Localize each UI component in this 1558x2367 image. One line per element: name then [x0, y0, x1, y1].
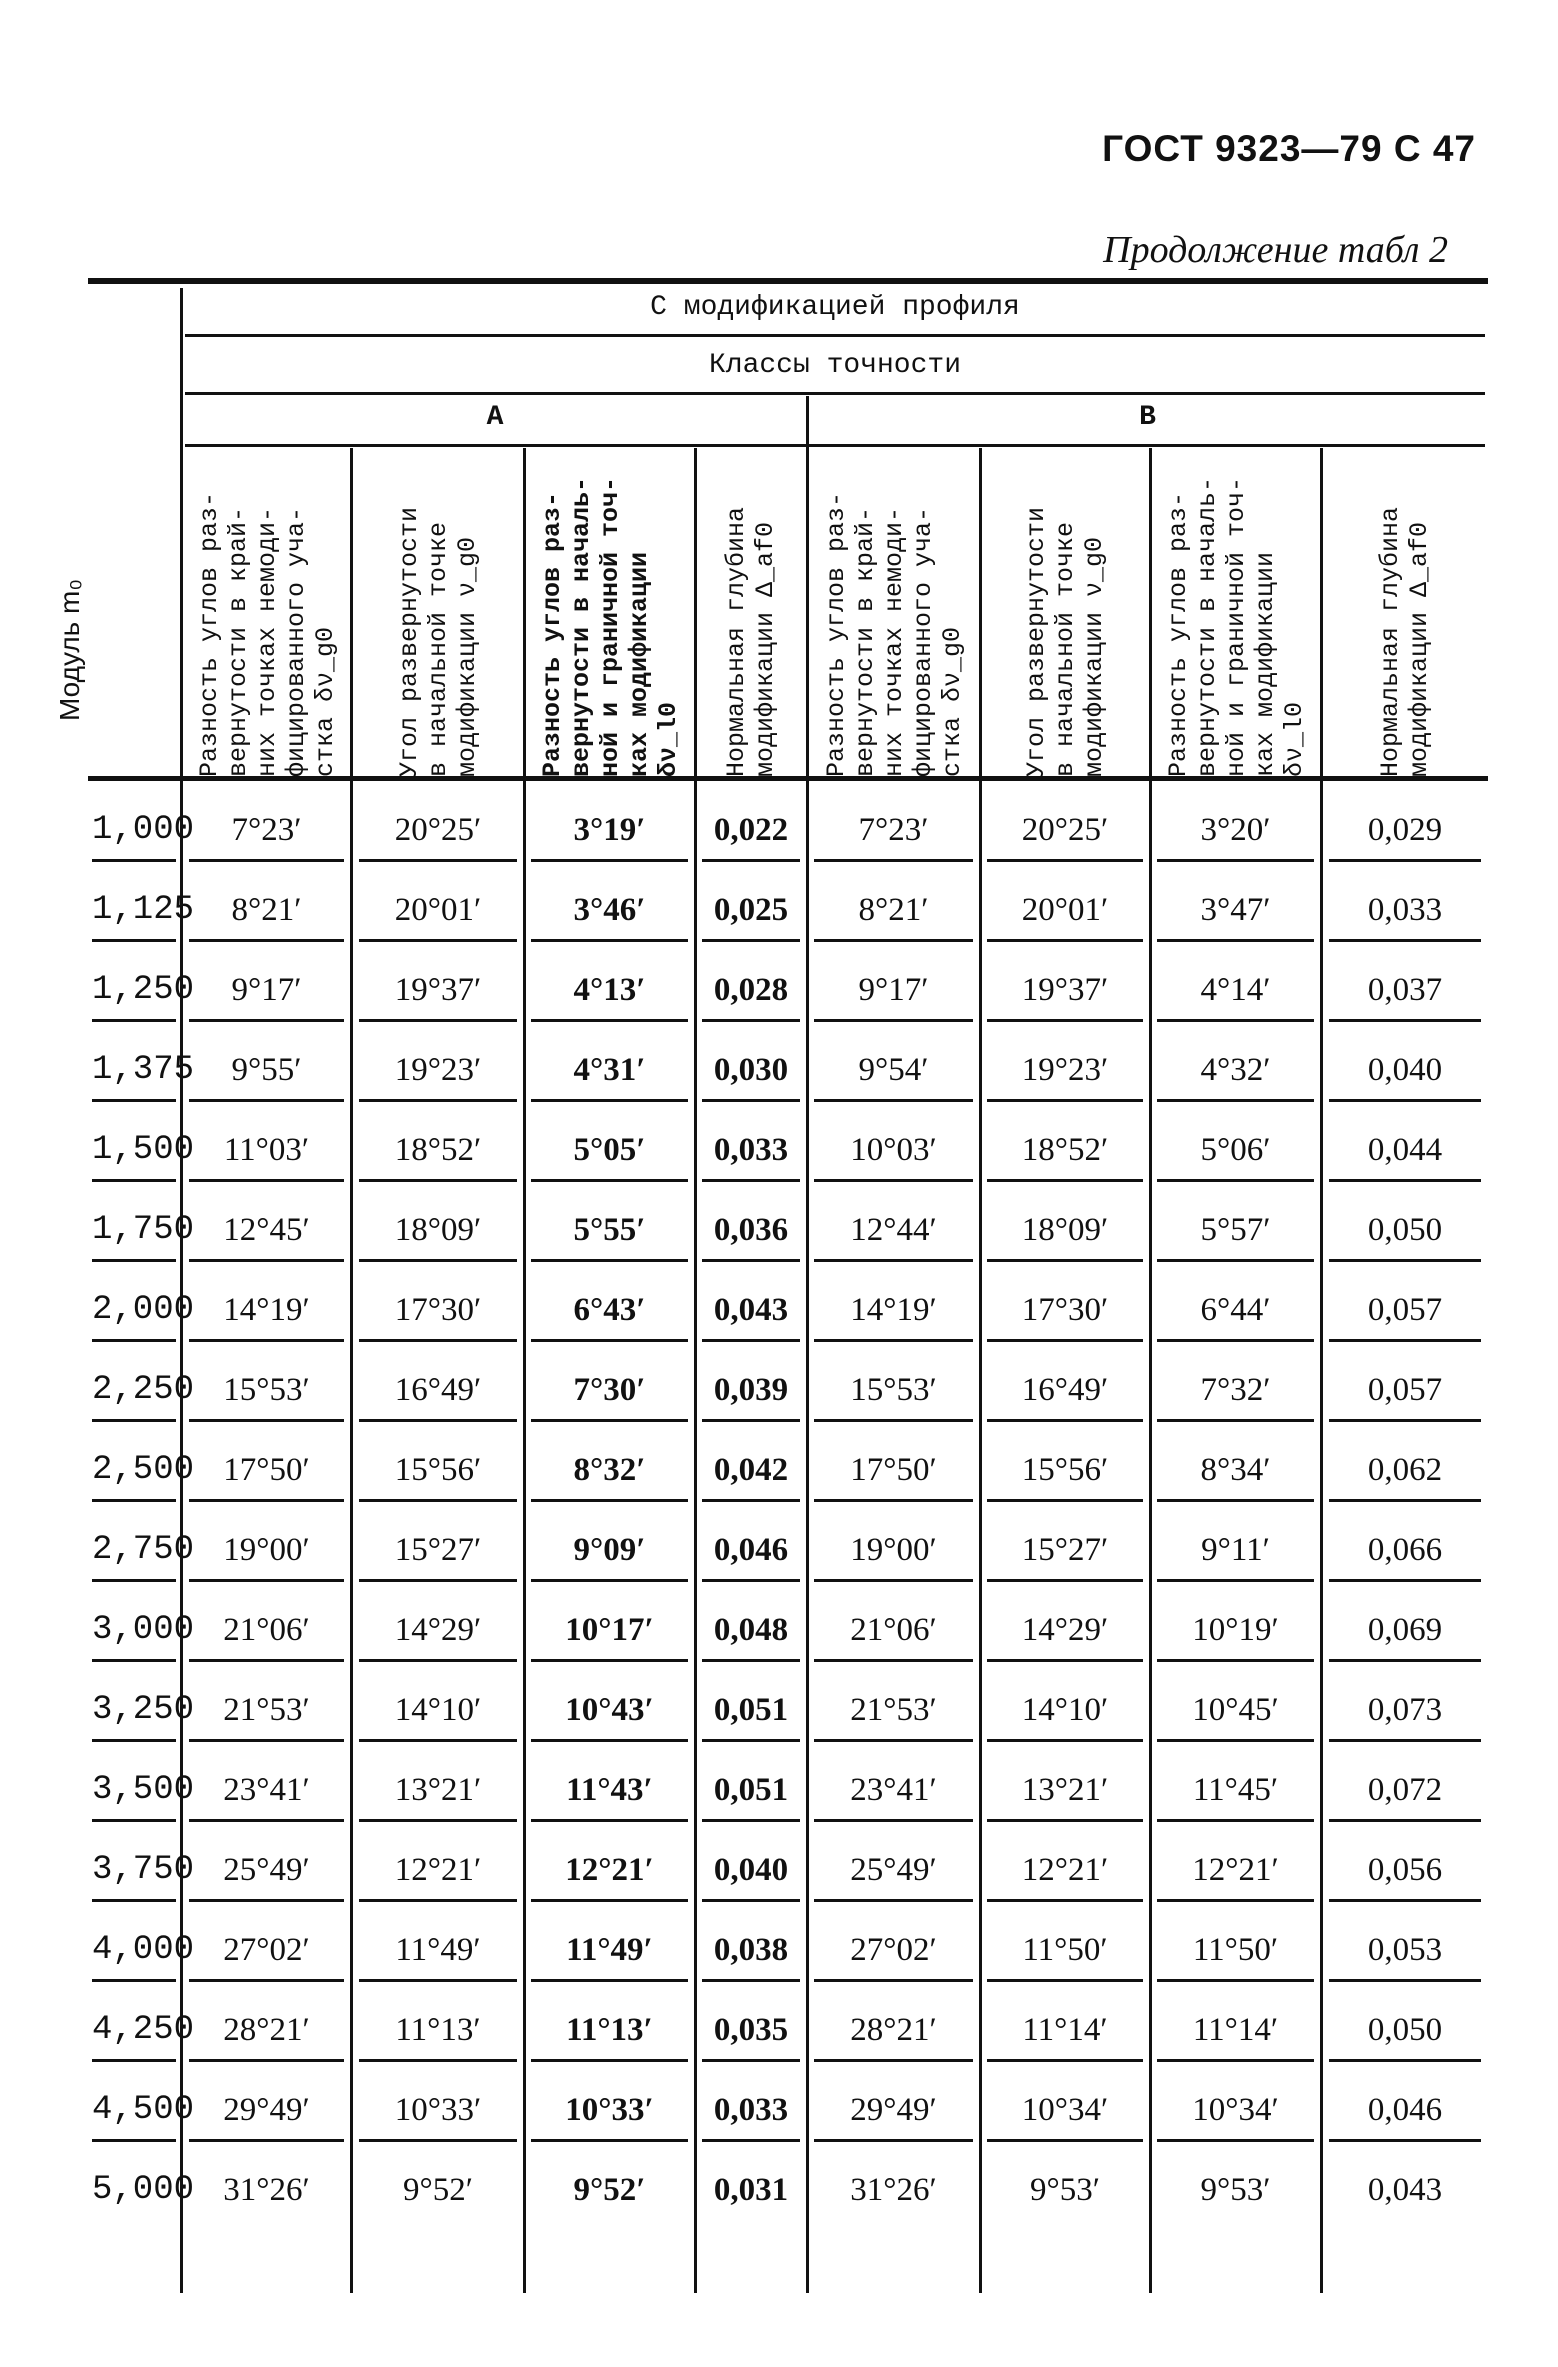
column-header-6: [980, 447, 1150, 777]
table-cell: 8°21′: [814, 878, 973, 942]
table-cell: 14°10′: [987, 1678, 1143, 1742]
table-cell: 0,043: [1367, 2172, 1443, 2208]
table-cell: 5°57′: [1157, 1198, 1314, 1262]
table-cell: 6°43′: [531, 1278, 688, 1342]
column-header-5: [809, 447, 979, 777]
table-cell: 13°21′: [359, 1758, 517, 1822]
table-cell: 11°14′: [987, 1998, 1143, 2062]
table-row: [0, 1038, 1558, 1118]
table-cell: 10°19′: [1157, 1598, 1314, 1662]
table-cell: 5°06′: [1157, 1118, 1314, 1182]
table-cell: 10°03′: [814, 1118, 973, 1182]
table-cell: 10°45′: [1157, 1678, 1314, 1742]
column-header-line: Угол развернутости: [394, 506, 424, 777]
table-cell: 19°00′: [814, 1518, 973, 1582]
table-cell: 0,033: [1329, 878, 1481, 942]
table-cell: 0,031: [713, 2172, 789, 2208]
table-row: [0, 1998, 1558, 2078]
table-cell: 4°13′: [531, 958, 688, 1022]
column-header-line: вернутости в началь-: [1192, 476, 1221, 777]
table-cell: 9°53′: [1030, 2172, 1100, 2208]
module-value-cell: 3,500: [92, 1758, 176, 1822]
table-cell: 15°53′: [189, 1358, 344, 1422]
module-value-cell: 1,500: [92, 1118, 176, 1182]
column-header-8: [1320, 447, 1490, 777]
column-header-line: Разность углов раз-: [1163, 491, 1192, 777]
table-cell: 19°00′: [189, 1518, 344, 1582]
table-cell: 0,040: [702, 1838, 800, 1902]
table-cell: 0,039: [702, 1358, 800, 1422]
table-cell: 12°21′: [359, 1838, 517, 1902]
module-value-cell: 1,125: [92, 878, 176, 942]
group-title-rule: [185, 334, 1485, 337]
table-cell: 0,029: [1329, 798, 1481, 862]
table-cell: 0,051: [702, 1678, 800, 1742]
table-cell: 0,057: [1329, 1278, 1481, 1342]
column-header-line: ной и граничной точ-: [1221, 476, 1250, 777]
table-cell: 0,069: [1329, 1598, 1481, 1662]
table-cell: 15°27′: [359, 1518, 517, 1582]
table-cell: 0,073: [1329, 1678, 1481, 1742]
table-cell: 20°25′: [987, 798, 1143, 862]
table-cell: 9°54′: [814, 1038, 973, 1102]
table-cell: 29°49′: [814, 2078, 973, 2142]
table-cell: 0,033: [702, 1118, 800, 1182]
table-row: [0, 1438, 1558, 1518]
column-header-line: них точках немоди-: [879, 506, 908, 777]
module-value-cell: 4,250: [92, 1998, 176, 2062]
table-cell: 7°23′: [189, 798, 344, 862]
table-cell: 0,040: [1329, 1038, 1481, 1102]
table-row: [0, 1198, 1558, 1278]
table-cell: 0,043: [702, 1278, 800, 1342]
table-row: [0, 958, 1558, 1038]
table-cell: 19°23′: [987, 1038, 1143, 1102]
table-cell: 0,057: [1329, 1358, 1481, 1422]
column-header-line: фицированного уча-: [281, 506, 310, 777]
column-header-line: модификации Δ_af0: [1405, 521, 1434, 777]
table-cell: 0,037: [1329, 958, 1481, 1022]
table-cell: 21°06′: [189, 1598, 344, 1662]
column-header-line: δν_l0: [1279, 701, 1308, 777]
table-cell: 4°32′: [1157, 1038, 1314, 1102]
table-cell: 0,036: [702, 1198, 800, 1262]
table-cell: 12°44′: [814, 1198, 973, 1262]
table-cell: 7°30′: [531, 1358, 688, 1422]
table-cell: 8°34′: [1157, 1438, 1314, 1502]
table-cell: 14°29′: [987, 1598, 1143, 1662]
table-cell: 19°37′: [987, 958, 1143, 1022]
table-cell: 27°02′: [189, 1918, 344, 1982]
column-header-2: [353, 447, 523, 777]
table-cell: 0,066: [1329, 1518, 1481, 1582]
table-cell: 8°32′: [531, 1438, 688, 1502]
table-cell: 11°49′: [359, 1918, 517, 1982]
document-reference: ГОСТ 9323—79 С 47: [1102, 128, 1476, 169]
table-cell: 17°50′: [814, 1438, 973, 1502]
module-value-cell: 1,000: [92, 798, 176, 862]
table-cell: 10°43′: [531, 1678, 688, 1742]
table-cell: 12°21′: [1157, 1838, 1314, 1902]
table-cell: 18°09′: [987, 1198, 1143, 1262]
table-cell: 18°52′: [987, 1118, 1143, 1182]
table-top-rule: [88, 278, 1488, 284]
table-cell: 17°30′: [987, 1278, 1143, 1342]
table-cell: 9°17′: [189, 958, 344, 1022]
column-header-line: фицированного уча-: [908, 506, 937, 777]
table-cell: 14°19′: [189, 1278, 344, 1342]
module-value-cell: 2,500: [92, 1438, 176, 1502]
class-b-label: B: [1139, 402, 1156, 433]
table-cell: 0,046: [702, 1518, 800, 1582]
column-header-line: в начальной точке: [1050, 521, 1080, 777]
table-cell: 12°21′: [987, 1838, 1143, 1902]
table-cell: 23°41′: [814, 1758, 973, 1822]
table-cell: 13°21′: [987, 1758, 1143, 1822]
table-cell: 5°05′: [531, 1118, 688, 1182]
table-row: [0, 2078, 1558, 2158]
column-header-line: вернутости в край-: [850, 506, 879, 777]
table-cell: 0,072: [1329, 1758, 1481, 1822]
column-header-line: вернутости в началь-: [566, 476, 595, 777]
column-header-line: стка δν_g0: [937, 626, 966, 777]
table-cell: 14°29′: [359, 1598, 517, 1662]
table-cell: 12°45′: [189, 1198, 344, 1262]
table-cell: 15°56′: [987, 1438, 1143, 1502]
table-cell: 15°56′: [359, 1438, 517, 1502]
table-cell: 11°43′: [531, 1758, 688, 1822]
table-cell: 31°26′: [223, 2172, 310, 2208]
table-cell: 3°46′: [531, 878, 688, 942]
column-header-line: ках модификации: [624, 551, 653, 777]
module-value-cell: 3,250: [92, 1678, 176, 1742]
column-header-line: Разность углов раз-: [537, 491, 566, 777]
table-row: [0, 1678, 1558, 1758]
table-cell: 15°53′: [814, 1358, 973, 1422]
table-cell: 16°49′: [359, 1358, 517, 1422]
table-row: [0, 1518, 1558, 1598]
table-cell: 11°03′: [189, 1118, 344, 1182]
table-cell: 0,033: [702, 2078, 800, 2142]
table-row: [0, 1918, 1558, 1998]
table-cell: 0,030: [702, 1038, 800, 1102]
module-value-cell: 2,000: [92, 1278, 176, 1342]
table-cell: 0,038: [702, 1918, 800, 1982]
table-cell: 11°13′: [359, 1998, 517, 2062]
table-cell: 21°53′: [814, 1678, 973, 1742]
table-cell: 6°44′: [1157, 1278, 1314, 1342]
column-header-line: Нормальная глубина: [1376, 506, 1405, 777]
table-cell: 11°45′: [1157, 1758, 1314, 1822]
column-header-line: ках модификации: [1250, 551, 1279, 777]
table-cell: 0,051: [702, 1758, 800, 1822]
table-cell: 10°34′: [1157, 2078, 1314, 2142]
class-a-label: A: [486, 402, 504, 433]
module-value-cell: 3,750: [92, 1838, 176, 1902]
table-cell: 20°01′: [359, 878, 517, 942]
table-cell: 25°49′: [189, 1838, 344, 1902]
module-value-cell: 1,750: [92, 1198, 176, 1262]
table-cell: 28°21′: [814, 1998, 973, 2062]
column-header-7: [1151, 447, 1321, 777]
module-value-cell: 1,250: [92, 958, 176, 1022]
table-cell: 7°32′: [1157, 1358, 1314, 1422]
table-cell: 10°33′: [359, 2078, 517, 2142]
table-cell: 14°10′: [359, 1678, 517, 1742]
table-cell: 19°23′: [359, 1038, 517, 1102]
table-row: [0, 798, 1558, 878]
column-header-line: модификации ν_g0: [452, 536, 482, 777]
table-cell: 0,050: [1329, 1198, 1481, 1262]
table-cell: 23°41′: [189, 1758, 344, 1822]
table-cell: 16°49′: [987, 1358, 1143, 1422]
module-column-header: Модуль m₀: [54, 579, 85, 721]
table-row: [0, 1758, 1558, 1838]
table-cell: 0,050: [1329, 1998, 1481, 2062]
table-cell: 9°09′: [531, 1518, 688, 1582]
column-header-line: Разность углов раз-: [821, 491, 850, 777]
table-cell: 31°26′: [850, 2172, 937, 2208]
table-cell: 19°37′: [359, 958, 517, 1022]
table-cell: 12°21′: [531, 1838, 688, 1902]
table-cell: 4°31′: [531, 1038, 688, 1102]
table-cell: 11°49′: [531, 1918, 688, 1982]
table-cell: 10°17′: [531, 1598, 688, 1662]
table-cell: 8°21′: [189, 878, 344, 942]
table-cell: 9°52′: [573, 2172, 646, 2208]
table-cell: 27°02′: [814, 1918, 973, 1982]
column-header-line: вернутости в край-: [223, 506, 252, 777]
column-header-line: Нормальная глубина: [722, 506, 751, 777]
table-cell: 17°50′: [189, 1438, 344, 1502]
column-header-line: стка δν_g0: [310, 626, 339, 777]
table-cell: 18°52′: [359, 1118, 517, 1182]
table-cell: 14°19′: [814, 1278, 973, 1342]
table-cell: 0,035: [702, 1998, 800, 2062]
table-cell: 4°14′: [1157, 958, 1314, 1022]
table-cell: 9°53′: [1200, 2172, 1271, 2208]
table-row: [0, 2158, 1558, 2238]
table-cell: 25°49′: [814, 1838, 973, 1902]
column-header-line: модификации ν_g0: [1079, 536, 1109, 777]
table-cell: 7°23′: [814, 798, 973, 862]
table-cell: 21°06′: [814, 1598, 973, 1662]
table-continuation-caption: Продолжение табл 2: [1103, 229, 1448, 271]
module-value-cell: 5,000: [92, 2171, 195, 2209]
column-header-line: Разность углов раз-: [194, 491, 223, 777]
table-cell: 17°30′: [359, 1278, 517, 1342]
table-cell: 11°50′: [1157, 1918, 1314, 1982]
table-cell: 0,046: [1329, 2078, 1481, 2142]
table-cell: 0,062: [1329, 1438, 1481, 1502]
table-cell: 9°55′: [189, 1038, 344, 1102]
module-value-cell: 4,500: [92, 2078, 176, 2142]
table-row: [0, 1118, 1558, 1198]
table-cell: 0,025: [702, 878, 800, 942]
table-cell: 0,044: [1329, 1118, 1481, 1182]
table-cell: 9°17′: [814, 958, 973, 1022]
table-cell: 3°19′: [531, 798, 688, 862]
table-cell: 11°14′: [1157, 1998, 1314, 2062]
table-cell: 3°20′: [1157, 798, 1314, 862]
group-title: С модификацией профиля: [650, 292, 1020, 323]
module-value-cell: 1,375: [92, 1038, 176, 1102]
table-cell: 10°34′: [987, 2078, 1143, 2142]
table-cell: 28°21′: [189, 1998, 344, 2062]
module-value-cell: 3,000: [92, 1598, 176, 1662]
column-header-1: [182, 447, 352, 777]
table-row: [0, 1598, 1558, 1678]
column-header-line: модификации Δ_af0: [751, 521, 780, 777]
module-value-cell: 2,250: [92, 1358, 176, 1422]
table-cell: 9°11′: [1157, 1518, 1314, 1582]
table-cell: 20°25′: [359, 798, 517, 862]
table-cell: 0,042: [702, 1438, 800, 1502]
table-cell: 0,028: [702, 958, 800, 1022]
table-cell: 3°47′: [1157, 878, 1314, 942]
column-header-line: Угол развернутости: [1021, 506, 1051, 777]
table-cell: 0,048: [702, 1598, 800, 1662]
module-value-cell: 2,750: [92, 1518, 176, 1582]
column-header-line: ной и граничной точ-: [595, 476, 624, 777]
table-cell: 20°01′: [987, 878, 1143, 942]
table-cell: 0,056: [1329, 1838, 1481, 1902]
column-header-line: них точках немоди-: [252, 506, 281, 777]
table-cell: 10°33′: [531, 2078, 688, 2142]
table-cell: 15°27′: [987, 1518, 1143, 1582]
table-row: [0, 1358, 1558, 1438]
table-row: [0, 1838, 1558, 1918]
classes-title: Классы точности: [708, 350, 962, 381]
table-cell: 11°13′: [531, 1998, 688, 2062]
table-cell: 29°49′: [189, 2078, 344, 2142]
column-header-line: в начальной точке: [423, 521, 453, 777]
table-cell: 11°50′: [987, 1918, 1143, 1982]
table-cell: 0,022: [702, 798, 800, 862]
table-cell: 18°09′: [359, 1198, 517, 1262]
table-row: [0, 1278, 1558, 1358]
module-value-cell: 4,000: [92, 1918, 176, 1982]
table-row: [0, 878, 1558, 958]
table-cell: 0,053: [1329, 1918, 1481, 1982]
table-cell: 5°55′: [531, 1198, 688, 1262]
table-cell: 21°53′: [189, 1678, 344, 1742]
column-header-line: δν_l0: [653, 701, 682, 777]
table-cell: 9°52′: [403, 2172, 473, 2208]
classes-title-rule: [185, 392, 1485, 395]
